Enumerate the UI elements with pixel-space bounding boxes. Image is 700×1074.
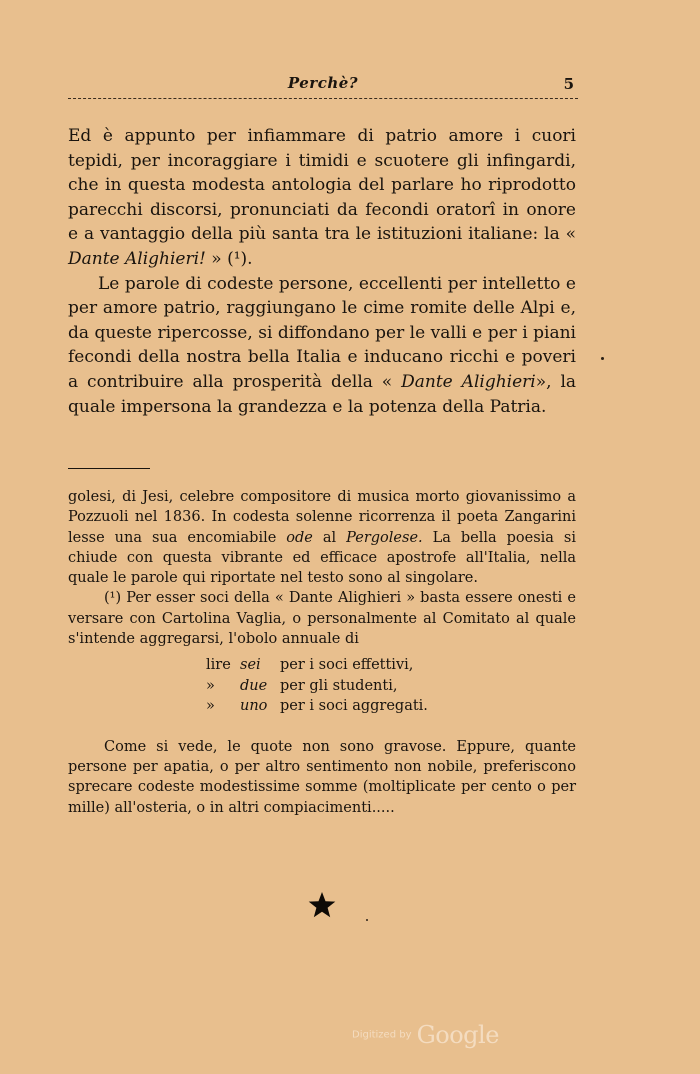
footnote-continuation-al: al [322, 529, 337, 546]
star-icon [307, 890, 337, 920]
paragraph-1-text: Ed è appunto per infiammare di patrio amore i cuori tepidi, per incoraggiare i timidi e scuotere gli infingardi, che in questa modesta antologia del parlare ho riprodotto parecchi discorsi, pronunciati da fecondi oratorî in onore e a vantaggio della più santa tra le istituzioni italiane: la « [68, 126, 576, 245]
paragraph-1-italic: Dante Alighieri! [68, 248, 206, 269]
fee-row [206, 676, 576, 697]
footnote-continuation-tail: La bella poesia si chiude con questa vibrante ed efficace apostrofe all'Italia, nella quale le parole qui riportate nel testo sono al singolare. [68, 529, 577, 587]
paragraph-1 [68, 124, 576, 272]
footnote-closing: Come si vede, le quote non sono gravose. Eppure, quante persone per apatia, o per altro sentimento non nobile, preferiscono sprecare codeste modestissime somme (moltiplicate per cento o per mille) all'osteria, o in altri compiacimenti..... [68, 738, 576, 816]
page-speck [366, 919, 368, 921]
paragraph-2-italic: Dante Alighieri [401, 371, 536, 392]
fee-description: per i soci effettivi, [280, 657, 414, 674]
fee-lead: lire [206, 657, 231, 674]
paragraph-2-text: Le parole di codeste persone, eccellenti per intelletto e per amore patrio, raggiungano le cime romite delle Alpi e, da queste ripercosse, si diffondano per le valli e per i piani fecondi della nostra bella Italia e inducano ricchi e poveri a contribuire alla prosperità della « [68, 273, 576, 392]
running-head [68, 74, 578, 96]
google-logo: Google [416, 1021, 499, 1049]
fee-row [206, 696, 576, 717]
page-speck [601, 357, 604, 360]
main-text [68, 124, 576, 419]
header-rule [68, 98, 578, 99]
page-number: 5 [563, 75, 574, 93]
fee-amount: due [240, 677, 268, 694]
fee-description: per gli studenti, [280, 677, 398, 694]
footnote-continuation [68, 487, 576, 588]
fee-lead: » [206, 698, 215, 715]
digitized-prefix: Digitized by [352, 1029, 412, 1041]
fee-amount: uno [240, 698, 268, 715]
fee-amount: sei [240, 657, 261, 674]
fee-lead: » [206, 677, 215, 694]
footnote-rule [68, 468, 150, 469]
paragraph-2-tail: », la quale impersona la grandezza e la potenza della Patria. [68, 371, 577, 417]
footnote-continuation-text: golesi, di Jesi, celebre compositore di musica morto giovanissimo a Pozzuoli nel 1836. In codesta solenne ricorrenza il poeta Zangarini lesse una sua encomiabile [68, 489, 576, 546]
paragraph-1-tail: » (¹). [211, 248, 253, 269]
paragraph-2 [68, 272, 576, 420]
fee-description: per i soci aggregati. [280, 698, 428, 715]
footnotes [68, 487, 576, 818]
fee-row [206, 655, 576, 676]
footnote-italic-ode: ode [286, 529, 313, 546]
fee-list [68, 655, 576, 717]
digitized-watermark [352, 1021, 499, 1051]
footnote-italic-pergolese: Pergolese. [346, 529, 423, 546]
footnote-1: (¹) Per esser soci della « Dante Alighieri » basta essere onesti e versare con Cartolina Vaglia, o personalmente al Comitato al quale s'intende aggregarsi, l'obolo annuale di [68, 590, 576, 648]
running-title: Perchè? [287, 74, 359, 92]
